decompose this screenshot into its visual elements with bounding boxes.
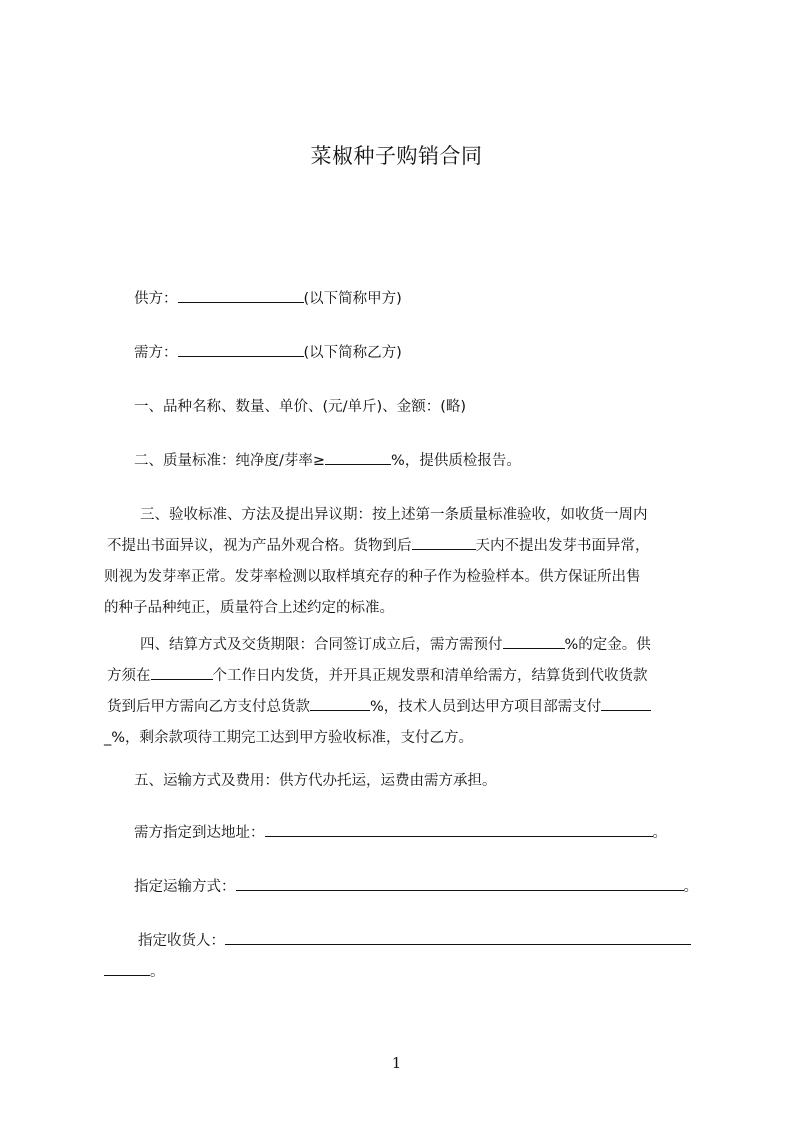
contract-title: 菜椒种子购销合同 <box>310 144 483 168</box>
buyer-suffix: (以下简称乙方) <box>303 345 402 361</box>
clause-4-line-1 <box>104 630 704 661</box>
clause-3-text-1: 三、验收标准、方法及提出异议期：按上述第一条质量标准验收，如收货一周内 <box>140 507 648 523</box>
buyer-label: 需方： <box>134 345 178 361</box>
clause-2-prefix: 二、质量标准：纯净度/芽率≥ <box>134 453 326 469</box>
technician-payment-blank[interactable] <box>601 696 651 711</box>
clause-4-line-3 <box>107 692 707 723</box>
transport-line <box>104 872 704 903</box>
supplier-suffix: (以下简称甲方) <box>303 291 402 307</box>
receiver-label: 指定收货人： <box>138 933 225 949</box>
transport-blank[interactable] <box>236 876 684 891</box>
receiver-line-2 <box>104 957 704 988</box>
clause-3-line-4 <box>104 593 704 624</box>
address-label: 需方指定到达地址： <box>134 825 265 841</box>
clause-3-text-2-suffix: 天内不提出发芽书面异常， <box>475 538 650 554</box>
clause-4-text-1-prefix: 四、结算方式及交货期限：合同签订成立后，需方需预付 <box>140 637 503 653</box>
address-end: 。 <box>652 825 667 841</box>
clause-2 <box>104 446 704 477</box>
clause-2-suffix: %，提供质检报告。 <box>391 453 521 469</box>
clause-4-text-4-suffix: %，剩余款项待工期完工达到甲方验收标准，支付乙方。 <box>111 730 474 746</box>
clause-4-text-4-prefix: _ <box>104 730 112 746</box>
clause-3-line-2 <box>107 531 707 562</box>
page-number: 1 <box>391 1054 402 1072</box>
deposit-percent-blank[interactable] <box>503 634 565 649</box>
clause-4-line-2 <box>107 661 707 692</box>
transport-label: 指定运输方式： <box>134 879 236 895</box>
receiver-end: 。 <box>150 964 165 980</box>
supplier-line <box>104 284 704 315</box>
delivery-days-blank[interactable] <box>151 665 213 680</box>
buyer-line <box>104 338 704 369</box>
clause-3-text-2-prefix: 不提出书面异议，视为产品外观合格。货物到后 <box>107 538 412 554</box>
clause-1-text: 一、品种名称、数量、单价、(元/单斤)、金额：(略) <box>134 399 467 415</box>
inspection-days-blank[interactable] <box>412 535 476 550</box>
transport-end: 。 <box>683 879 698 895</box>
supplier-label: 供方： <box>134 291 178 307</box>
receiver-blank[interactable] <box>225 930 691 945</box>
clause-4-text-2-suffix: 个工作日内发货，并开具正规发票和清单给需方，结算货到代收货款 <box>212 668 648 684</box>
clause-4-line-4 <box>104 723 704 754</box>
clause-5 <box>104 766 704 797</box>
clause-5-text: 五、运输方式及费用：供方代办托运，运费由需方承担。 <box>134 773 497 789</box>
clause-1 <box>104 392 704 423</box>
clause-3-line-3 <box>104 562 704 593</box>
clause-4-text-3-prefix: 货到后甲方需向乙方支付总货款 <box>107 699 310 715</box>
clause-4-text-3-mid: %，技术人员到达甲方项目部需支付 <box>370 699 602 715</box>
clause-4-text-1-suffix: %的定金。供 <box>564 637 651 653</box>
receiver-line <box>104 926 704 957</box>
buyer-blank[interactable] <box>178 342 304 357</box>
receiver-blank-continued[interactable] <box>104 961 150 976</box>
address-line <box>104 818 704 849</box>
clause-3-text-3: 则视为发芽率正常。发芽率检测以取样填充存的种子作为检验样本。供方保证所出售 <box>104 569 641 585</box>
payment-percent-blank[interactable] <box>310 696 370 711</box>
address-blank[interactable] <box>265 822 653 837</box>
germination-rate-blank[interactable] <box>325 450 391 465</box>
clause-4-text-2-prefix: 方须在 <box>107 668 151 684</box>
clause-3-text-4: 的种子品种纯正，质量符合上述约定的标准。 <box>104 600 394 616</box>
clause-3-line-1 <box>104 500 704 531</box>
supplier-blank[interactable] <box>178 288 304 303</box>
